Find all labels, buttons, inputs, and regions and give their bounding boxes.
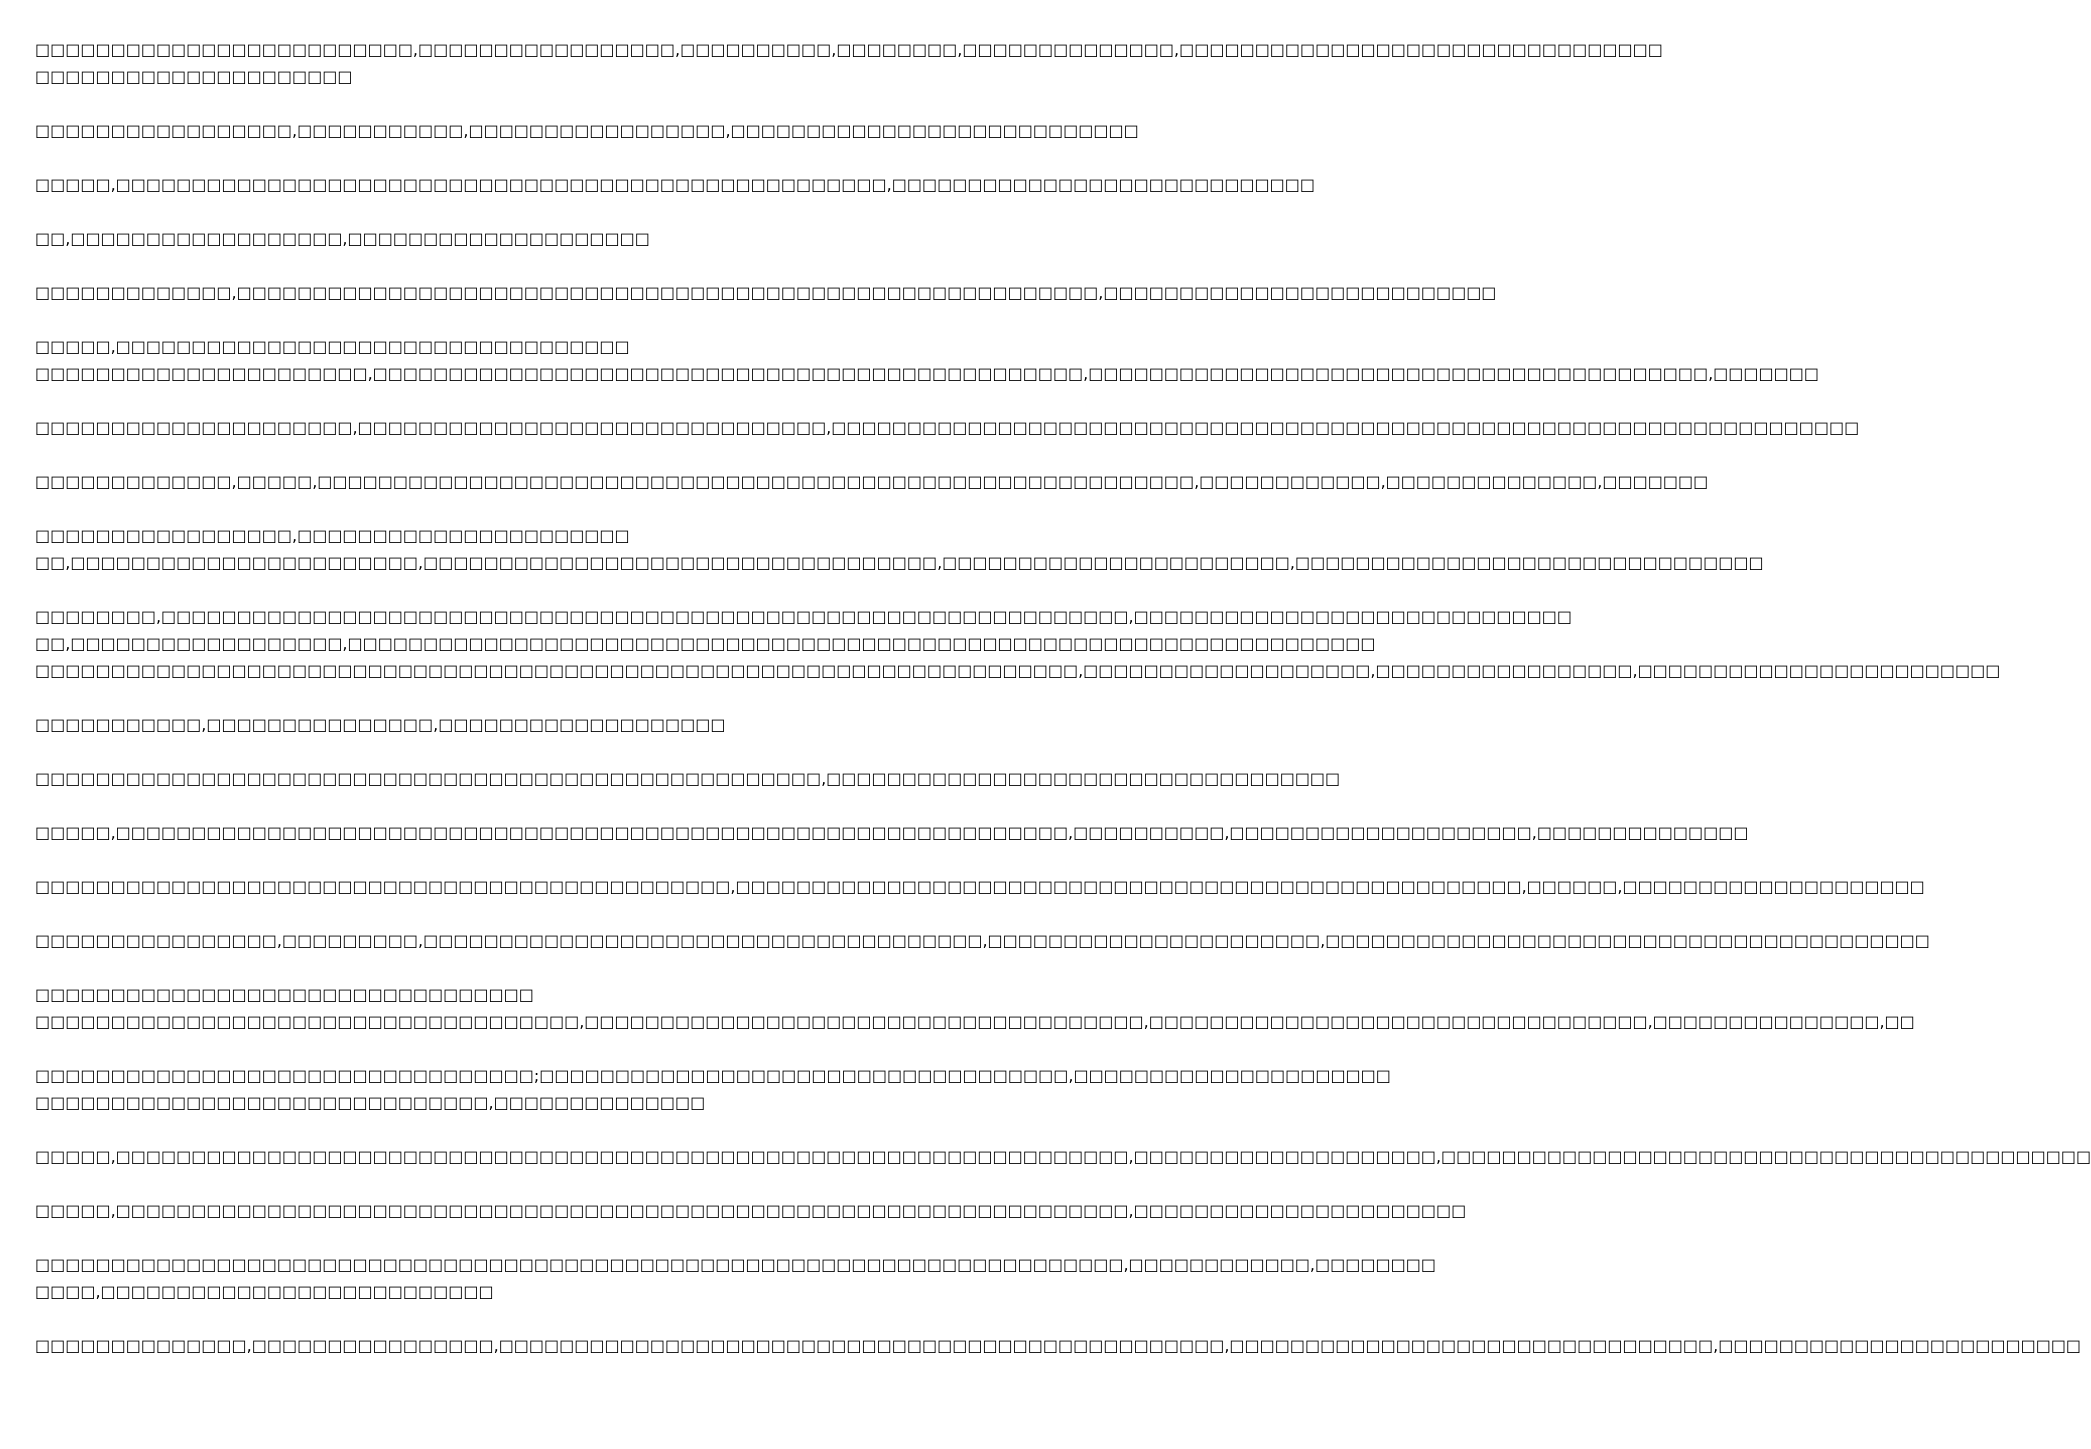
- paragraph: [35, 603, 2001, 684]
- text-line: □□□□□□□□□□□□□□□□,□□□□□□□□□,□□□□□□□□□□□□□□□□□□□□□□□□□□□□□□□□□□□□□,□□□□□□□□□□□□□□□□□□□□□□,□□□□□□□□□□□□□□□□□□□□□□□□□□□□□□□□□□□□□□□□: [35, 931, 1930, 950]
- text-line: □□□□□□□□□□□□□□□□□□□□□□□□□□□□□□□□□□□□□□□□□□□□□□□□□□□□□□□□□□□□□□□□□□□□□□□□,□□□□□□□□□□□□,□□□□□□□□: [35, 1255, 1436, 1274]
- text-line: □□□□□□□□□□□□□□□□□□□□□□□□□□□□□□□□□□□□□□□□□□□□□□□□□□□□□□□□□□□□□□□□□□□□□,□□□□□□□□□□□□□□□□□□□,□□□□□□□□□□□□□□□□□,□□□□□□□□□□□□□□□□□□□□□□□□: [35, 661, 2001, 680]
- document-body: [35, 36, 2091, 1386]
- paragraph: [35, 36, 1663, 90]
- text-line: □□□□□□□□□□□,□□□□□□□□□□□□□□□,□□□□□□□□□□□□□□□□□□□: [35, 715, 726, 734]
- text-line: □□□□□□□□□□□□□□,□□□□□□□□□□□□□□□□,□□□□□□□□□□□□□□□□□□□□□□□□□□□□□□□□□□□□□□□□□□□□□□□□,□□□□□□□□□□□□□□□□□□□□□□□□□□□□□□□□,□□□□□□□□□□□□□□□□□□□□□□□□: [35, 1336, 2082, 1355]
- text-line: □□□□□,□□□□□□□□□□□□□□□□□□□□□□□□□□□□□□□□□□: [35, 337, 630, 356]
- text-line: □□□□□,□□□□□□□□□□□□□□□□□□□□□□□□□□□□□□□□□□□□□□□□□□□□□□□□□□□□□□□□□□□□□□□□□□□,□□□□□□□□□□□□□□□□□□□□,□□□□□□□□□□□□□□□□□□□□□□□□□□□□□□□□□□□□□□□□□□□: [35, 1147, 2091, 1166]
- paragraph: [35, 711, 990, 738]
- text-line: □□□□□,□□□□□□□□□□□□□□□□□□□□□□□□□□□□□□□□□□□□□□□□□□□□□□□□□□□□□□□□□□□□□□□□□□□,□□□□□□□□□□□□□□□□□□□□□□: [35, 1201, 1467, 1220]
- paragraph: [35, 117, 1139, 144]
- paragraph: [35, 981, 1915, 1035]
- text-line: □□□□□□□□□□□□□□□□□□□□□□□□□□□□□□□□□;□□□□□□□□□□□□□□□□□□□□□□□□□□□□□□□□□□□,□□□□□□□□□□□□□□□□□□□□□: [35, 1066, 1391, 1085]
- paragraph: [35, 279, 1497, 306]
- paragraph: [35, 1332, 2082, 1359]
- paragraph: [35, 1197, 1467, 1224]
- text-line: □□□□□□□□□□□□□□□□□□□□□,□□□□□□□□□□□□□□□□□□□□□□□□□□□□□□□,□□□□□□□□□□□□□□□□□□□□□□□□□□□□□□□□□□□□□□□□□□□□□□□□□□□□□□□□□□□□□□□□□□□□: [35, 418, 1860, 437]
- text-line: □□□□□□□□,□□□□□□□□□□□□□□□□□□□□□□□□□□□□□□□□□□□□□□□□□□□□□□□□□□□□□□□□□□□□□□□□,□□□□□□□□□□□□□□□□□□□□□□□□□□□□□: [35, 607, 1573, 626]
- text-line: □□,□□□□□□□□□□□□□□□□□□,□□□□□□□□□□□□□□□□□□□□□□□□□□□□□□□□□□□□□□□□□□□□□□□□□□□□□□□□□□□□□□□□□□□□: [35, 634, 1376, 653]
- text-line: □□□□□,□□□□□□□□□□□□□□□□□□□□□□□□□□□□□□□□□□□□□□□□□□□□□□□□□□□□□□□□□□□□□□□,□□□□□□□□□□,□□□□□□□□□□□□□□□□□□□□,□□□□□□□□□□□□□□: [35, 823, 1749, 842]
- text-line: □□□□□□□□□□□□□□□□□,□□□□□□□□□□□,□□□□□□□□□□□□□□□□□,□□□□□□□□□□□□□□□□□□□□□□□□□□□: [35, 121, 1139, 140]
- text-line: □□□□□□□□□□□□□□□□□,□□□□□□□□□□□□□□□□□□□□□□: [35, 526, 630, 545]
- text-line: □□□□□□□□□□□□□□□□□□□□□□□□□□□□□□□□□□□□□□□□□□□□□□□□□□□□,□□□□□□□□□□□□□□□□□□□□□□□□□□□□□□□□□□: [35, 769, 1341, 788]
- text-line: □□□□□,□□□□□□□□□□□□□□□□□□□□□□□□□□□□□□□□□□□□□□□□□□□□□□□□□□□,□□□□□□□□□□□□□□□□□□□□□□□□□□□□: [35, 175, 1316, 194]
- text-line: □□,□□□□□□□□□□□□□□□□□□,□□□□□□□□□□□□□□□□□□□□: [35, 229, 650, 248]
- paragraph: [35, 1251, 1436, 1305]
- paragraph: [35, 927, 1930, 954]
- paragraph: [35, 468, 1709, 495]
- text-line: □□□□□□□□□□□□□□□□□□□□□□□□□,□□□□□□□□□□□□□□□□□,□□□□□□□□□□,□□□□□□□□,□□□□□□□□□□□□□□,□□□□□□□□□□□□□□□□□□□□□□□□□□□□□□□□: [35, 40, 1663, 59]
- paragraph: [35, 522, 1764, 576]
- text-line: □□□□,□□□□□□□□□□□□□□□□□□□□□□□□□□: [35, 1282, 494, 1301]
- text-line: □□□□□□□□□□□□□□□□□□□□□□,□□□□□□□□□□□□□□□□□□□□□□□□□□□□□□□□□□□□□□□□□□□□□□□,□□□□□□□□□□□□□□□□□□□□□□□□□□□□□□□□□□□□□□□□□,□□□□□□□: [35, 364, 1819, 383]
- text-line: □□□□□□□□□□□□□□□□□□□□□□□□□□□□□□□□□□□□,□□□□□□□□□□□□□□□□□□□□□□□□□□□□□□□□□□□□□,□□□□□□□□□□□□□□□□□□□□□□□□□□□□□□□□□,□□□□□□□□□□□□□□□,□□: [35, 1012, 1915, 1031]
- paragraph: [35, 819, 1749, 846]
- paragraph: [35, 765, 1341, 792]
- paragraph: [35, 414, 1860, 441]
- paragraph: [35, 171, 1316, 198]
- paragraph: [35, 873, 1925, 900]
- paragraph: [35, 1143, 2091, 1170]
- text-line: □□□□□□□□□□□□□□□□□□□□□: [35, 67, 353, 86]
- text-line: □□□□□□□□□□□□□,□□□□□,□□□□□□□□□□□□□□□□□□□□□□□□□□□□□□□□□□□□□□□□□□□□□□□□□□□□□□□□□□,□□□□□□□□□□□□,□□□□□□□□□□□□□□,□□□□□□□: [35, 472, 1709, 491]
- text-line: □□,□□□□□□□□□□□□□□□□□□□□□□□,□□□□□□□□□□□□□□□□□□□□□□□□□□□□□□□□□□,□□□□□□□□□□□□□□□□□□□□□□□,□□□□□□□□□□□□□□□□□□□□□□□□□□□□□□□: [35, 553, 1764, 572]
- paragraph: [35, 333, 1819, 387]
- text-line: □□□□□□□□□□□□□,□□□□□□□□□□□□□□□□□□□□□□□□□□□□□□□□□□□□□□□□□□□□□□□□□□□□□□□□□,□□□□□□□□□□□□□□□□□□□□□□□□□□: [35, 283, 1497, 302]
- paragraph: [35, 1062, 1391, 1116]
- text-line: □□□□□□□□□□□□□□□□□□□□□□□□□□□□□□,□□□□□□□□□□□□□□: [35, 1093, 706, 1112]
- text-line: □□□□□□□□□□□□□□□□□□□□□□□□□□□□□□□□□: [35, 985, 534, 1004]
- text-line: □□□□□□□□□□□□□□□□□□□□□□□□□□□□□□□□□□□□□□□□□□□□□□,□□□□□□□□□□□□□□□□□□□□□□□□□□□□□□□□□□□□□□□□□□□□□□□□□□□□,□□□□□□,□□□□□□□□□□□□□□□□□□□□: [35, 877, 1925, 896]
- paragraph: [35, 225, 990, 252]
